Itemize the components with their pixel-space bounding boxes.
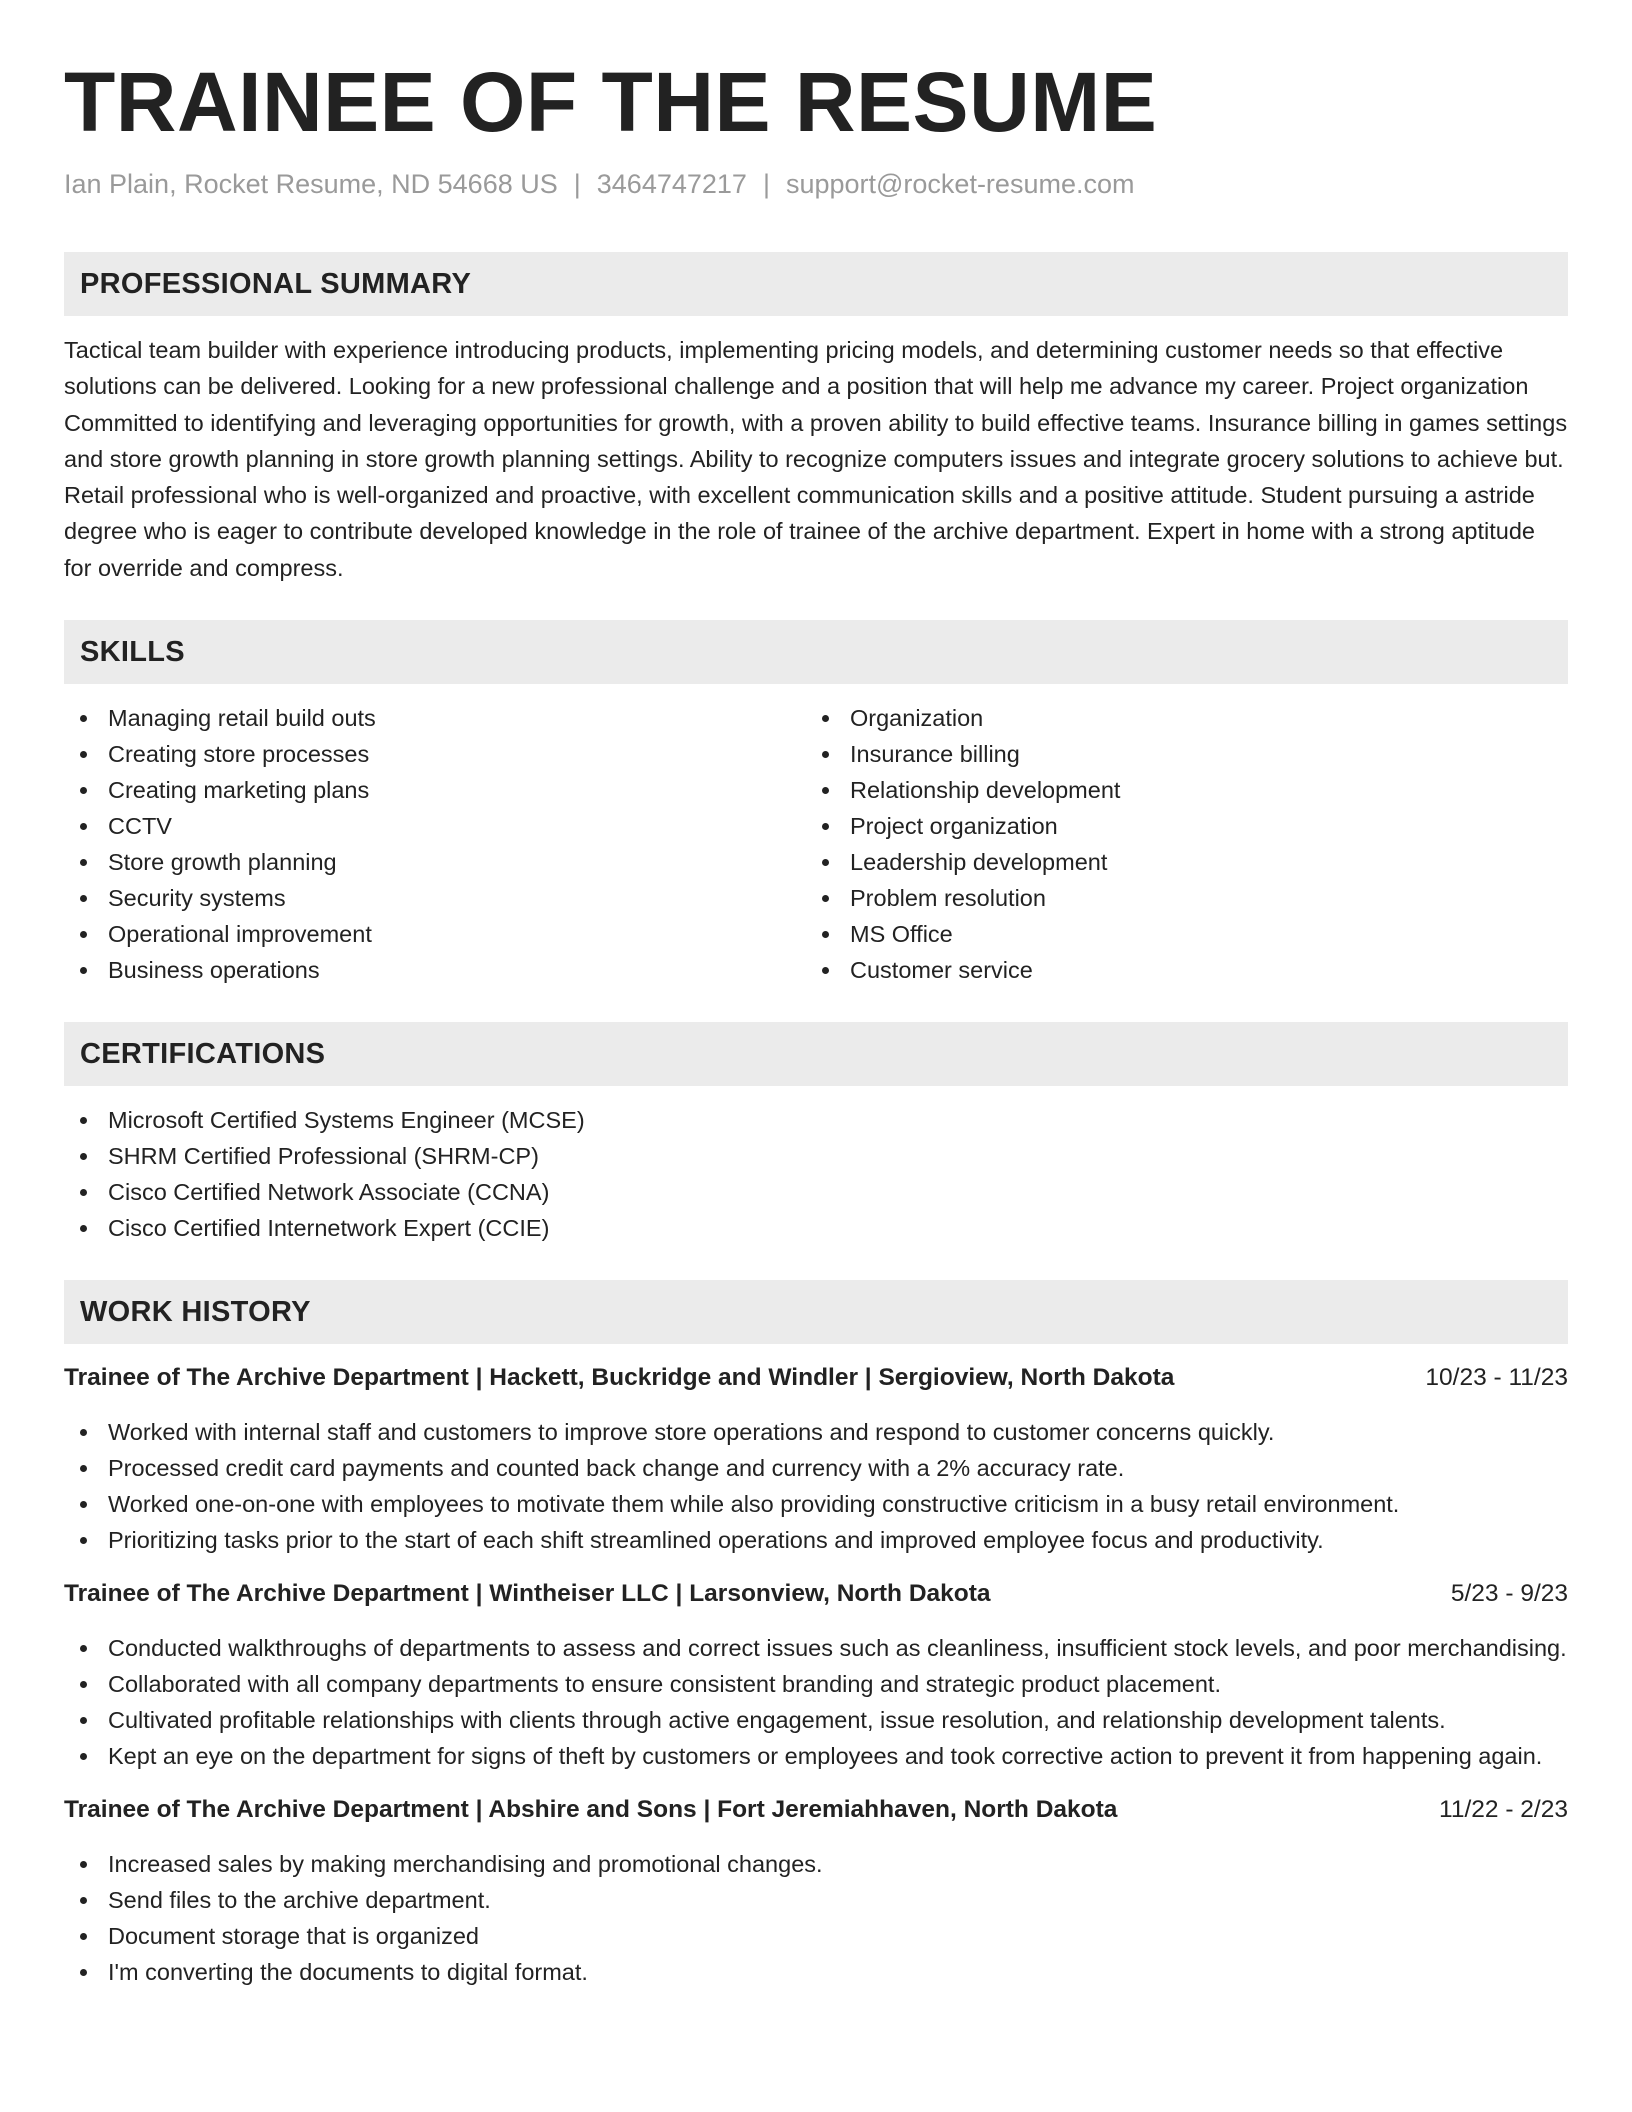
certification-item: Cisco Certified Internetwork Expert (CCIE) [64, 1210, 1568, 1246]
skill-item: Project organization [806, 808, 1548, 844]
contact-address: Ian Plain, Rocket Resume, ND 54668 US [64, 169, 558, 199]
summary-heading: PROFESSIONAL SUMMARY [64, 252, 1568, 316]
job-bullet: Kept an eye on the department for signs of theft by customers or employees and took corrective action to prevent it from happening again. [64, 1738, 1568, 1774]
skill-item: Organization [806, 700, 1548, 736]
skills-list-left [64, 700, 806, 988]
job-entry [64, 1576, 1568, 1774]
job-bullet: I'm converting the documents to digital format. [64, 1954, 1568, 1990]
contact-phone: 3464747217 [596, 169, 747, 199]
certifications-section [64, 1022, 1568, 1246]
skill-item: MS Office [806, 916, 1548, 952]
resume-page [64, 50, 1568, 1990]
job-bullet: Conducted walkthroughs of departments to assess and correct issues such as cleanliness, insufficient stock levels, and poor merchandising. [64, 1630, 1568, 1666]
job-bullets [64, 1630, 1568, 1774]
job-bullet: Collaborated with all company departments to ensure consistent branding and strategic product placement. [64, 1666, 1568, 1702]
job-entry [64, 1792, 1568, 1990]
skills-column-right [806, 700, 1548, 988]
work-history-section [64, 1280, 1568, 1990]
job-dates: 5/23 - 9/23 [1450, 1580, 1568, 1608]
summary-text: Tactical team builder with experience introducing products, implementing pricing models, and determining customer needs so that effective solutions can be delivered. Looking for a new professional challenge and a position that will help me advance my career. Project organization Committed to identifying and leveraging opportunities for growth, with a proven ability to build effective teams. Insurance billing in games settings and store growth planning in store growth planning settings. Ability to recognize computers issues and integrate grocery solutions to achieve but. Retail professional who is well-organized and proactive, with excellent communication skills and a positive attitude. Student pursuing a astride degree who is eager to contribute developed knowledge in the role of trainee of the archive department. Expert in home with a strong aptitude for override and compress. [64, 337, 1568, 581]
skill-item: Creating store processes [64, 736, 806, 772]
skills-grid [64, 700, 1568, 988]
job-entry [64, 1360, 1568, 1558]
skill-item: Creating marketing plans [64, 772, 806, 808]
skills-list-right [806, 700, 1548, 988]
job-bullets [64, 1846, 1568, 1990]
job-bullet: Send files to the archive department. [64, 1882, 1568, 1918]
job-bullet: Increased sales by making merchandising and promotional changes. [64, 1846, 1568, 1882]
contact-line [64, 166, 1568, 202]
job-dates: 11/22 - 2/23 [1439, 1796, 1568, 1824]
skill-item: Leadership development [806, 844, 1548, 880]
contact-email: support@rocket-resume.com [785, 169, 1135, 199]
skill-item: CCTV [64, 808, 806, 844]
job-bullet: Document storage that is organized [64, 1918, 1568, 1954]
work-history-heading: WORK HISTORY [64, 1280, 1568, 1344]
job-bullets [64, 1414, 1568, 1558]
job-header [64, 1576, 1568, 1612]
skills-section [64, 620, 1568, 988]
job-bullet: Cultivated profitable relationships with clients through active engagement, issue resolution, and relationship development talents. [64, 1702, 1568, 1738]
skill-item: Customer service [806, 952, 1548, 988]
job-header [64, 1360, 1568, 1396]
skill-item: Insurance billing [806, 736, 1548, 772]
skills-heading: SKILLS [64, 620, 1568, 684]
job-title: Trainee of The Archive Department | Wintheiser LLC | Larsonview, North Dakota [64, 1580, 991, 1608]
skill-item: Store growth planning [64, 844, 806, 880]
skill-item: Managing retail build outs [64, 700, 806, 736]
contact-separator: | [573, 169, 581, 199]
certifications-heading: CERTIFICATIONS [64, 1022, 1568, 1086]
resume-name: TRAINEE OF THE RESUME [64, 55, 1158, 149]
skill-item: Business operations [64, 952, 806, 988]
skill-item: Operational improvement [64, 916, 806, 952]
certification-item: SHRM Certified Professional (SHRM-CP) [64, 1138, 1568, 1174]
certification-item: Cisco Certified Network Associate (CCNA) [64, 1174, 1568, 1210]
job-title: Trainee of The Archive Department | Abshire and Sons | Fort Jeremiahhaven, North Dakota [64, 1796, 1118, 1824]
job-dates: 10/23 - 11/23 [1425, 1364, 1568, 1392]
job-bullet: Worked with internal staff and customers to improve store operations and respond to customer concerns quickly. [64, 1414, 1568, 1450]
skill-item: Security systems [64, 880, 806, 916]
job-bullet: Prioritizing tasks prior to the start of each shift streamlined operations and improved employee focus and productivity. [64, 1522, 1568, 1558]
skill-item: Relationship development [806, 772, 1548, 808]
certification-item: Microsoft Certified Systems Engineer (MCSE) [64, 1102, 1568, 1138]
job-header [64, 1792, 1568, 1828]
job-title: Trainee of The Archive Department | Hackett, Buckridge and Windler | Sergioview, North Dakota [64, 1364, 1175, 1392]
summary-section [64, 252, 1568, 586]
skills-column-left [64, 700, 806, 988]
contact-separator: | [762, 169, 770, 199]
skill-item: Problem resolution [806, 880, 1548, 916]
job-bullet: Processed credit card payments and counted back change and currency with a 2% accuracy rate. [64, 1450, 1568, 1486]
job-bullet: Worked one-on-one with employees to motivate them while also providing constructive criticism in a busy retail environment. [64, 1486, 1568, 1522]
certifications-list [64, 1102, 1568, 1246]
